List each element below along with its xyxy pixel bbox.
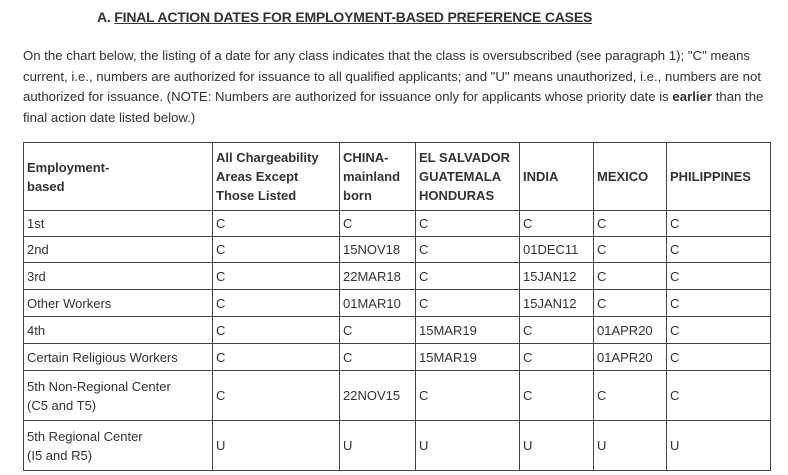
date-cell: C bbox=[213, 371, 340, 421]
header-cell: MEXICO bbox=[594, 143, 667, 211]
header-cell: CHINA- mainland born bbox=[340, 143, 416, 211]
date-cell: C bbox=[667, 371, 771, 421]
date-cell: C bbox=[667, 237, 771, 263]
table-row bbox=[24, 263, 771, 290]
row-label-cell: 5th Regional Center (I5 and R5) bbox=[24, 421, 213, 471]
table-body bbox=[24, 211, 771, 471]
date-cell: C bbox=[213, 263, 340, 290]
date-cell: 15MAR19 bbox=[416, 344, 520, 371]
section-heading bbox=[97, 9, 592, 25]
date-cell: C bbox=[520, 317, 594, 344]
header-cell: All Chargeability Areas Except Those Listed bbox=[213, 143, 340, 211]
date-cell: 22MAR18 bbox=[340, 263, 416, 290]
heading-title: FINAL ACTION DATES FOR EMPLOYMENT-BASED PREFERENCE CASES bbox=[114, 9, 593, 25]
date-cell: 22NOV15 bbox=[340, 371, 416, 421]
date-cell: C bbox=[594, 371, 667, 421]
table-row bbox=[24, 421, 771, 471]
date-cell: 01DEC11 bbox=[520, 237, 594, 263]
date-cell: C bbox=[594, 211, 667, 237]
date-cell: U bbox=[520, 421, 594, 471]
row-label-cell: Certain Religious Workers bbox=[24, 344, 213, 371]
date-cell: 01MAR10 bbox=[340, 290, 416, 317]
intro-emphasis: earlier bbox=[672, 89, 713, 104]
date-cell: C bbox=[594, 290, 667, 317]
intro-text-part1: On the chart below, the listing of a date for any class indicates that the class is oversubscribed (see paragraph 1); "C" means current, i.e., numbers are authorized for issuance to all qualified applicants; and "U" means unauthorized, i.e., numbers are not authorized for issuance. (NOTE: Numbers are authorized for issuance only for applicants whose priority date is bbox=[23, 48, 762, 104]
date-cell: C bbox=[667, 263, 771, 290]
table-row bbox=[24, 211, 771, 237]
table-row bbox=[24, 290, 771, 317]
date-cell: 15JAN12 bbox=[520, 290, 594, 317]
date-cell: 15MAR19 bbox=[416, 317, 520, 344]
date-cell: C bbox=[520, 211, 594, 237]
date-cell: 01APR20 bbox=[594, 317, 667, 344]
header-cell: PHILIPPINES bbox=[667, 143, 771, 211]
header-cell: INDIA bbox=[520, 143, 594, 211]
date-cell: C bbox=[594, 237, 667, 263]
header-cell: Employment- based bbox=[24, 143, 213, 211]
date-cell: U bbox=[416, 421, 520, 471]
date-cell: C bbox=[667, 211, 771, 237]
date-cell: C bbox=[667, 290, 771, 317]
date-cell: 15JAN12 bbox=[520, 263, 594, 290]
date-cell: C bbox=[213, 237, 340, 263]
date-cell: C bbox=[340, 344, 416, 371]
table-row bbox=[24, 237, 771, 263]
date-cell: 15NOV18 bbox=[340, 237, 416, 263]
row-label-cell: 1st bbox=[24, 211, 213, 237]
date-cell: C bbox=[667, 317, 771, 344]
table-row bbox=[24, 371, 771, 421]
table-row bbox=[24, 317, 771, 344]
date-cell: C bbox=[416, 263, 520, 290]
date-cell: C bbox=[213, 211, 340, 237]
date-cell: U bbox=[340, 421, 416, 471]
row-label-cell: Other Workers bbox=[24, 290, 213, 317]
date-cell: C bbox=[416, 211, 520, 237]
date-cell: C bbox=[520, 371, 594, 421]
table-row bbox=[24, 344, 771, 371]
date-cell: C bbox=[213, 290, 340, 317]
date-cell: C bbox=[594, 263, 667, 290]
row-label-cell: 4th bbox=[24, 317, 213, 344]
intro-paragraph bbox=[23, 46, 775, 128]
intro-text-part2: than the final action date listed below.) bbox=[23, 89, 764, 125]
date-cell: C bbox=[416, 237, 520, 263]
date-cell: C bbox=[416, 371, 520, 421]
date-cell: C bbox=[416, 290, 520, 317]
row-label-cell: 3rd bbox=[24, 263, 213, 290]
row-label-cell: 5th Non-Regional Center (C5 and T5) bbox=[24, 371, 213, 421]
date-cell: C bbox=[340, 317, 416, 344]
header-cell: EL SALVADOR GUATEMALA HONDURAS bbox=[416, 143, 520, 211]
heading-prefix: A. bbox=[97, 9, 115, 25]
date-cell: C bbox=[213, 317, 340, 344]
row-label-cell: 2nd bbox=[24, 237, 213, 263]
date-cell: C bbox=[340, 211, 416, 237]
date-cell: C bbox=[667, 344, 771, 371]
date-cell: U bbox=[667, 421, 771, 471]
date-cell: U bbox=[213, 421, 340, 471]
date-cell: 01APR20 bbox=[594, 344, 667, 371]
date-cell: U bbox=[594, 421, 667, 471]
final-action-dates-table bbox=[23, 142, 771, 471]
date-cell: C bbox=[213, 344, 340, 371]
date-cell: C bbox=[520, 344, 594, 371]
table-header-row bbox=[24, 143, 771, 211]
